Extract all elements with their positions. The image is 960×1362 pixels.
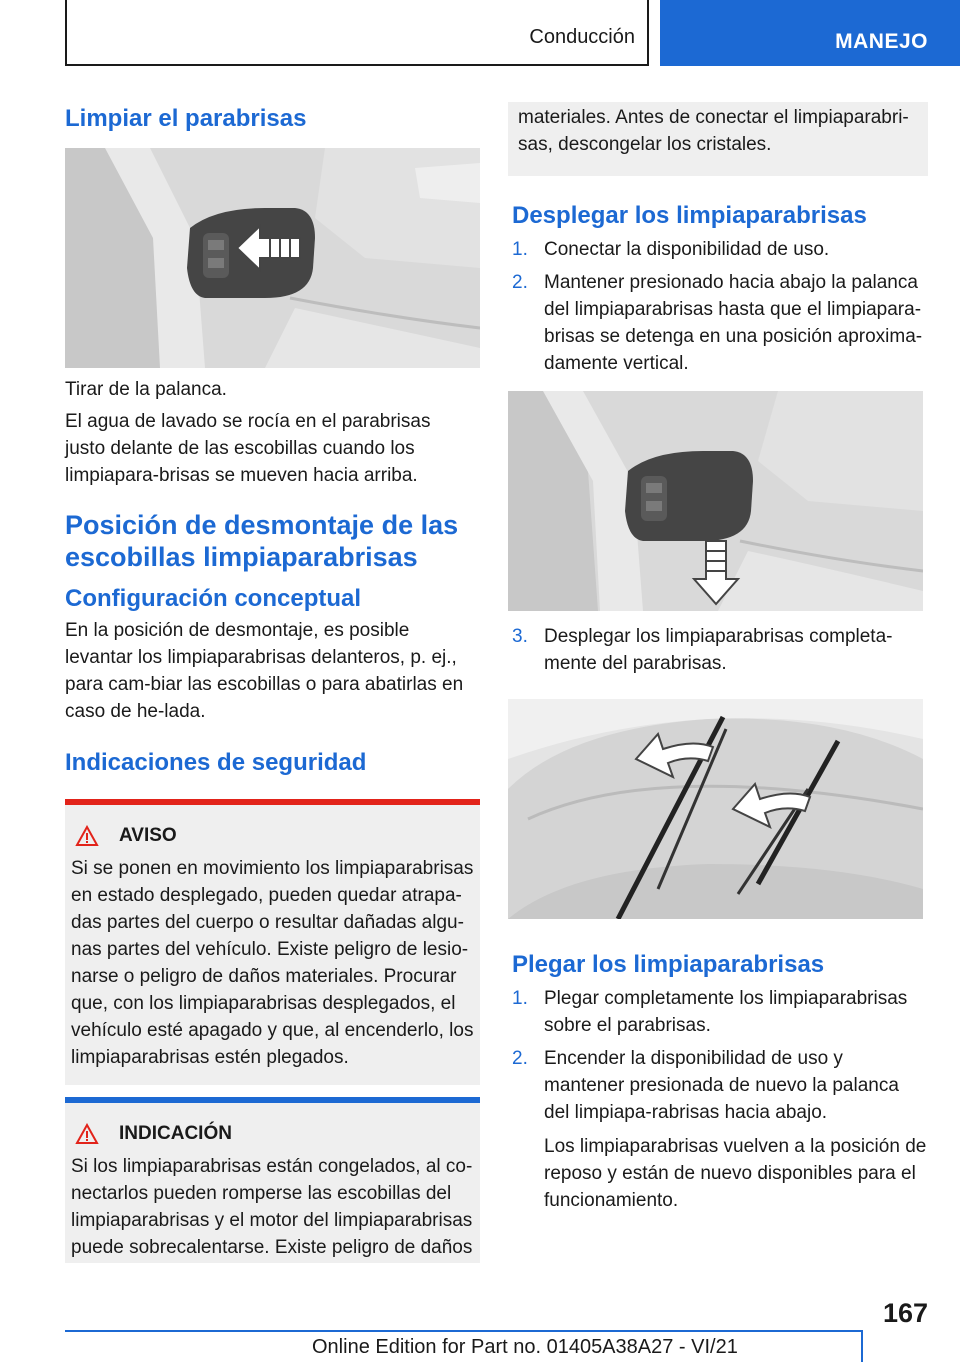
clean-text-1: Tirar de la palanca.	[65, 379, 227, 400]
header-rule	[65, 64, 649, 66]
footer-rule-tick	[861, 1330, 863, 1362]
heading-deploy-wipers: Desplegar los limpiaparabrisas	[512, 202, 867, 229]
lever-pull-illustration	[65, 148, 480, 368]
heading-wiper-position: Posición de desmontaje de las escobillas limpiaparabrisas	[65, 510, 459, 572]
header-section: Conducción	[529, 26, 635, 48]
deploy-steps-a	[512, 236, 928, 377]
list-item: 2. Mantener presionado hacia abajo la palanca del limpiaparabrisas hasta que el limpiapara‐brisas se detenga en una posición aproxima‐damente vertical.	[512, 272, 923, 374]
notice-continued-text: materiales. Antes de conectar el limpiaparabri‐sas, descongelar los cristales.	[518, 107, 909, 155]
list-item: 1. Conectar la disponibilidad de uso.	[512, 239, 830, 260]
notice-box-continued	[508, 102, 928, 176]
concept-text: En la posición de desmontaje, es posible levantar los limpiaparabrisas delanteros, p. ej., para cam‐biar las escobillas o para abatirlas en caso de he‐lada.	[65, 620, 464, 722]
figure-lever-push-down	[508, 391, 923, 611]
warning-box	[65, 799, 480, 1085]
warning-text: Si se ponen en movimiento los limpiaparabrisas en estado desplegado, pueden quedar atrapa‐das partes del cuerpo o resultar dañadas algu‐nas partes del vehículo. Existe peligro de lesio‐narse o peligro de daños materiales. Procurar que, con los limpiaparabrisas desplegados, el vehículo esté apagado y que, al encenderlo, los limpiaparabrisas estén plegados.	[71, 858, 474, 1068]
fold-steps	[512, 985, 928, 1126]
footer-rule	[65, 1330, 863, 1332]
heading-clean-windshield: Limpiar el parabrisas	[65, 105, 307, 132]
page-number: 167	[882, 1298, 928, 1328]
lever-push-illustration	[508, 391, 923, 611]
notice-text: Si los limpiaparabrisas están congelados, al co‐nectarlos pueden romperse las escobillas del limpiaparabrisas y el motor del limpiaparabrisas puede sobrecalentarse. Existe peligro de daños	[71, 1156, 473, 1258]
figure-wiper-lever-pull	[65, 148, 480, 368]
list-item: 1. Plegar completamente los limpiaparabrisas sobre el parabrisas.	[512, 988, 908, 1036]
notice-title: INDICACIÓN	[119, 1123, 232, 1144]
clean-text-2: El agua de lavado se rocía en el parabrisas justo delante de las escobillas cuando los limpiapara‐brisas se mueven hacia arriba.	[65, 411, 431, 486]
deploy-steps-b	[512, 623, 928, 677]
windshield-wipers-illustration	[508, 699, 923, 919]
heading-safety: Indicaciones de seguridad	[65, 749, 367, 776]
header-chapter-tab[interactable]: MANEJO	[660, 0, 960, 66]
footer-edition: Online Edition for Part no. 01405A38A27 - VI/21	[312, 1336, 738, 1358]
header-rule-right	[647, 0, 649, 64]
warning-triangle-icon	[75, 825, 99, 847]
left-column	[65, 102, 480, 1263]
list-item: 2. Encender la disponibilidad de uso y mantener presionada de nuevo la palanca del limpiapa‐rabrisas hacia abajo.	[512, 1048, 899, 1123]
heading-concept: Configuración conceptual	[65, 585, 362, 612]
right-column	[508, 102, 928, 1214]
notice-triangle-icon	[75, 1123, 99, 1145]
fold-result-text: Los limpiaparabrisas vuelven a la posición de reposo y están de nuevo disponibles para el funcionamiento.	[544, 1136, 927, 1211]
list-item: 3. Desplegar los limpiaparabrisas completa‐mente del parabrisas.	[512, 626, 893, 674]
warning-title: AVISO	[119, 825, 177, 846]
figure-windshield-wipers	[508, 699, 923, 919]
notice-box	[65, 1097, 480, 1263]
heading-fold-wipers: Plegar los limpiaparabrisas	[512, 951, 825, 978]
